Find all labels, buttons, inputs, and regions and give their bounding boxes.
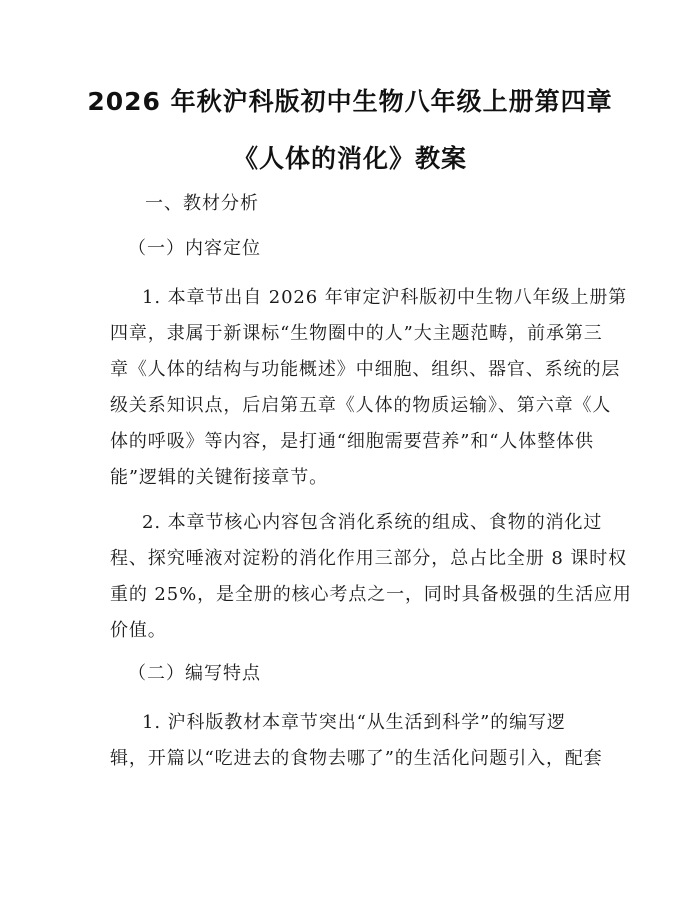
document-title-line-1: 2026 年秋沪科版初中生物八年级上册第四章	[87, 87, 613, 116]
paragraph-content-positioning-1	[110, 280, 628, 496]
paragraph-line: 程、探究唾液对淀粉的消化作用三部分，总占比全册 8 课时权	[110, 548, 627, 569]
paragraph-writing-features-1	[110, 705, 603, 777]
document-title-line-2: 《人体的消化》教案	[232, 144, 467, 173]
paragraph-line: 1. 本章节出自 2026 年审定沪科版初中生物八年级上册第	[142, 287, 628, 308]
paragraph-line: 重的 25%，是全册的核心考点之一，同时具备极强的生活应用	[110, 584, 632, 605]
paragraph-line: 四章，隶属于新课标“生物圈中的人”大主题范畴，前承第三	[110, 323, 603, 344]
paragraph-line: 体的呼吸》等内容，是打通“细胞需要营养”和“人体整体供	[110, 431, 594, 452]
subsection-heading-content-positioning: （一）内容定位	[128, 238, 261, 259]
paragraph-line: 1. 沪科版教材本章节突出“从生活到科学”的编写逻	[142, 712, 566, 733]
paragraph-content-positioning-2	[110, 505, 632, 649]
paragraph-line: 价值。	[110, 620, 167, 641]
paragraph-line: 级关系知识点，后启第五章《人体的物质运输》、第六章《人	[110, 395, 612, 416]
section-heading-textbook-analysis: 一、教材分析	[145, 193, 259, 214]
paragraph-line: 2. 本章节核心内容包含消化系统的组成、食物的消化过	[142, 512, 603, 533]
paragraph-line: 能”逻辑的关键衔接章节。	[110, 467, 329, 488]
paragraph-line: 辑，开篇以“吃进去的食物去哪了”的生活化问题引入，配套	[110, 748, 603, 769]
subsection-heading-writing-features: （二）编写特点	[128, 663, 261, 684]
paragraph-line: 章《人体的结构与功能概述》中细胞、组织、器官、系统的层	[110, 359, 621, 380]
